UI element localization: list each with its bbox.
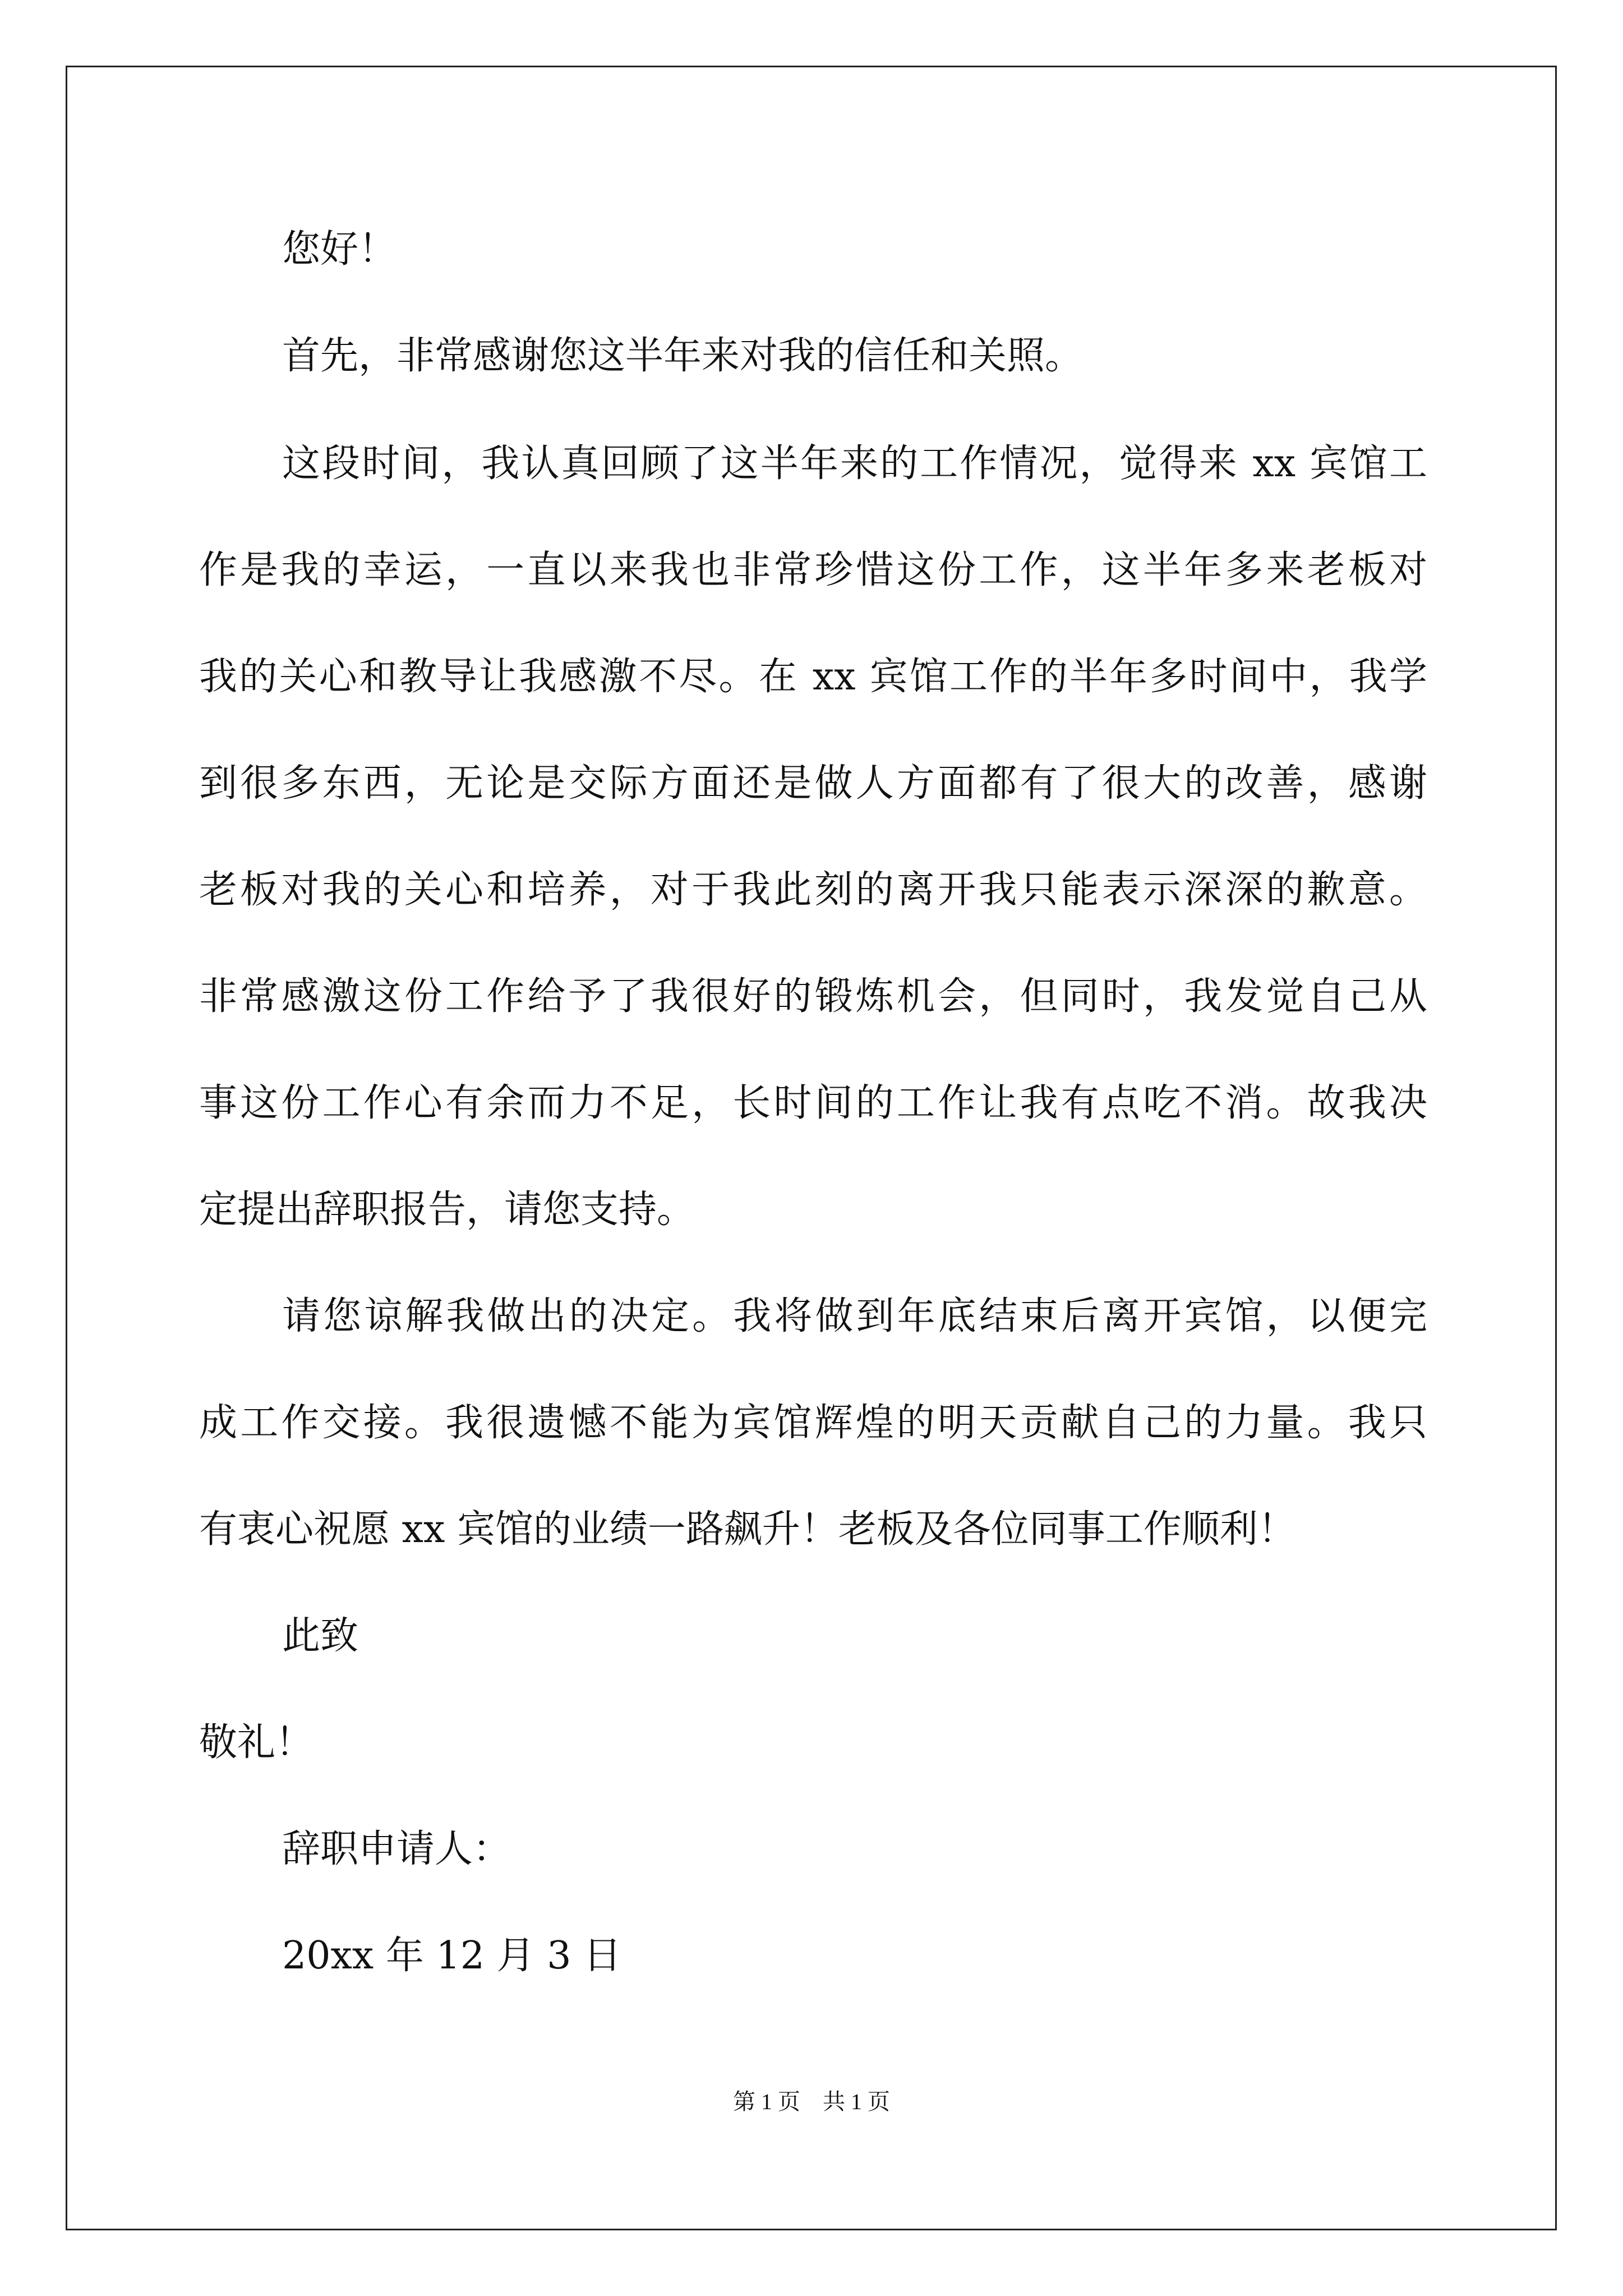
paragraph-line: 有衷心祝愿 xx 宾馆的业绩一路飙升！老板及各位同事工作顺利！ (199, 1507, 1296, 1552)
greeting: 您好！ (282, 227, 397, 272)
paragraph-line: 首先，非常感谢您这半年来对我的信任和关照。 (282, 334, 1083, 378)
paragraph-line: 定提出辞职报告，请您支持。 (199, 1188, 695, 1232)
paragraph-line: 我的关心和教导让我感激不尽。在 xx 宾馆工作的半年多时间中，我学 (199, 655, 1427, 699)
paragraph-line: 非常感激这份工作给予了我很好的锻炼机会，但同时，我发觉自己从 (199, 974, 1427, 1019)
paragraph-line: 到很多东西，无论是交际方面还是做人方面都有了很大的改善，感谢 (199, 761, 1427, 806)
paragraph-line: 成工作交接。我很遗憾不能为宾馆辉煌的明天贡献自己的力量。我只 (199, 1401, 1427, 1445)
page-number: 第 1 页 共 1 页 (733, 2089, 890, 2114)
paragraph-line: 作是我的幸运，一直以来我也非常珍惜这份工作，这半年多来老板对 (199, 548, 1427, 592)
paragraph-line: 请您谅解我做出的决定。我将做到年底结束后离开宾馆，以便完 (282, 1294, 1427, 1338)
paragraph-line: 事这份工作心有余而力不足，长时间的工作让我有点吃不消。故我决 (199, 1081, 1427, 1125)
paragraph-line: 这段时间，我认真回顾了这半年来的工作情况，觉得来 xx 宾馆工 (282, 441, 1427, 486)
closing: 此致 (282, 1614, 359, 1658)
salute: 敬礼！ (199, 1720, 314, 1765)
paragraph-line: 老板对我的关心和培养，对于我此刻的离开我只能表示深深的歉意。 (199, 868, 1427, 912)
letter-date: 20xx 年 12 月 3 日 (282, 1934, 622, 1978)
page-border (66, 66, 1557, 2230)
signature-label: 辞职申请人： (282, 1827, 511, 1871)
